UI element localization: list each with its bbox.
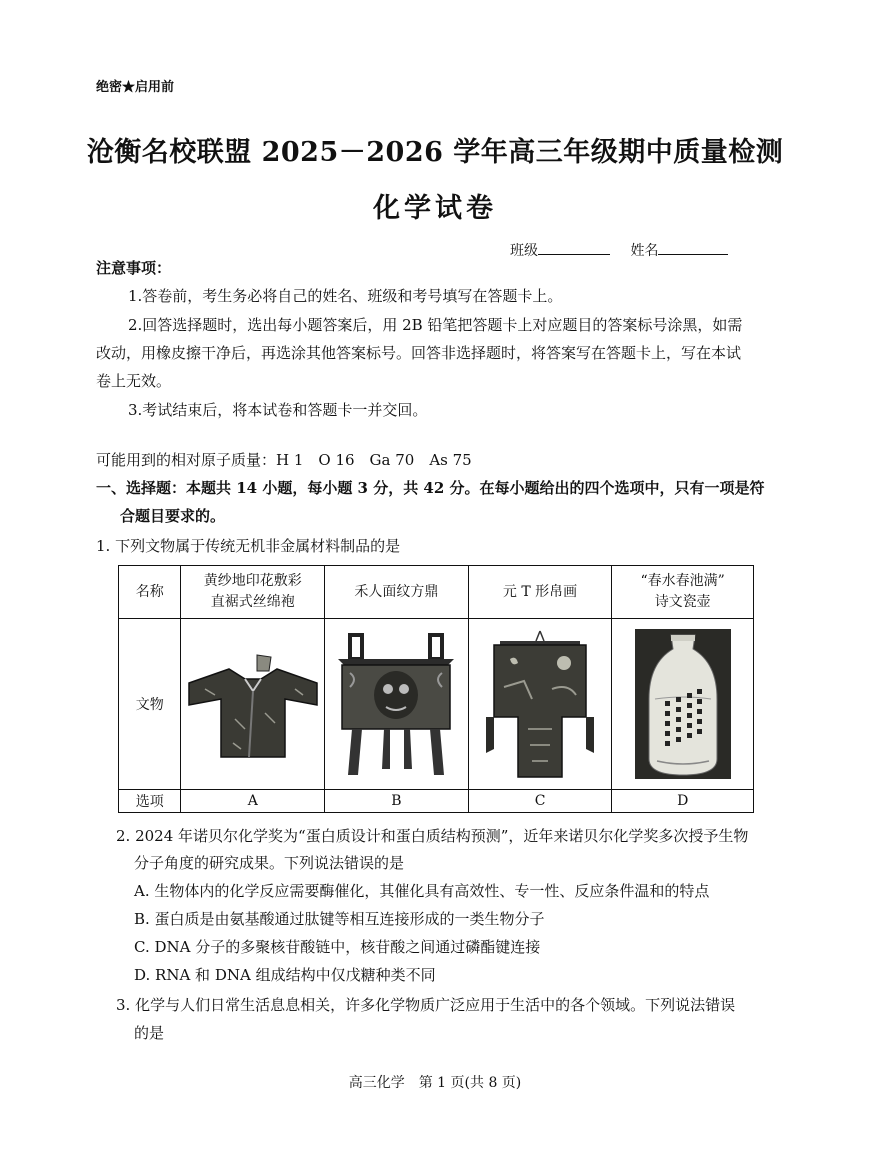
section1-line2: 合题目要求的。 (120, 507, 226, 525)
exam-title: 沧衡名校联盟 2025－2026 学年高三年级期中质量检测 (86, 137, 784, 168)
note-item-3: 3.考试结束后，将本试卷和答题卡一并交回。 (128, 401, 428, 419)
confidential-label: 绝密★启用前 (96, 80, 175, 95)
bronze-ding-image (325, 619, 469, 790)
name-blank (658, 240, 728, 255)
relic-b-name: 禾人面纹方鼎 (325, 566, 469, 619)
q3-stem-line2: 的是 (134, 1024, 165, 1042)
page-footer: 高三化学 第 1 页(共 8 页) (348, 1075, 522, 1091)
q2-option-b: B. 蛋白质是由氨基酸通过肽键等相互连接形成的一类生物分子 (134, 910, 545, 928)
silk-robe-image (181, 619, 325, 790)
note-item-1: 1.答卷前，考生务必将自己的姓名、班级和考号填写在答题卡上。 (128, 287, 563, 305)
subject-title: 化学试卷 (373, 193, 497, 224)
silk-painting-image (468, 619, 612, 790)
atomic-masses: 可能用到的相对原子质量：H 1 O 16 Ga 70 As 75 (96, 451, 472, 469)
option-c-cell: C (468, 790, 612, 813)
relic-c-name: 元 T 形帛画 (468, 566, 612, 619)
relic-header-cell: 文物 (119, 619, 181, 790)
class-name-fields (510, 240, 728, 260)
note-item-2-line1: 2.回答选择题时，选出每小题答案后，用 2B 铅笔把答题卡上对应题目的答案标号涂黑，如需 (128, 316, 743, 334)
q1-stem: 1. 下列文物属于传统无机非金属材料制品的是 (96, 537, 401, 555)
q2-option-d: D. RNA 和 DNA 组成结构中仅戊糖种类不同 (134, 966, 436, 984)
relic-a-name: 黄纱地印花敷彩 直裾式丝绵袍 (181, 566, 325, 619)
option-a-cell: A (181, 790, 325, 813)
relic-d-name: “春水春池满” 诗文瓷壶 (612, 566, 754, 619)
note-item-2-line2: 改动，用橡皮擦干净后，再选涂其他答案标号。回答非选择题时，将答案写在答题卡上，写在本试 (96, 344, 742, 362)
q2-stem-line1: 2. 2024 年诺贝尔化学奖为“蛋白质设计和蛋白质结构预测”，近年来诺贝尔化学奖多次授予生物 (116, 827, 749, 845)
notes-heading: 注意事项： (96, 259, 172, 277)
name-header-cell: 名称 (119, 566, 181, 619)
q2-option-a: A. 生物体内的化学反应需要酶催化，其催化具有高效性、专一性、反应条件温和的特点 (134, 882, 710, 900)
option-d-cell: D (612, 790, 754, 813)
relics-table (118, 565, 754, 813)
option-b-cell: B (325, 790, 469, 813)
class-blank (538, 240, 610, 255)
section1-line1: 一、选择题：本题共 14 小题，每小题 3 分，共 42 分。在每小题给出的四个选项中，只有一项是符 (96, 479, 765, 497)
q2-option-c: C. DNA 分子的多聚核苷酸链中，核苷酸之间通过磷酯键连接 (134, 938, 541, 956)
note-item-2-line3: 卷上无效。 (96, 372, 172, 390)
q3-stem-line1: 3. 化学与人们日常生活息息相关，许多化学物质广泛应用于生活中的各个领域。下列说法错误 (116, 996, 736, 1014)
class-label: 班级 (510, 243, 538, 259)
option-header-cell: 选项 (119, 790, 181, 813)
q2-stem-line2: 分子角度的研究成果。下列说法错误的是 (134, 854, 405, 872)
name-label: 姓名 (630, 243, 659, 259)
porcelain-pot-image (612, 619, 754, 790)
